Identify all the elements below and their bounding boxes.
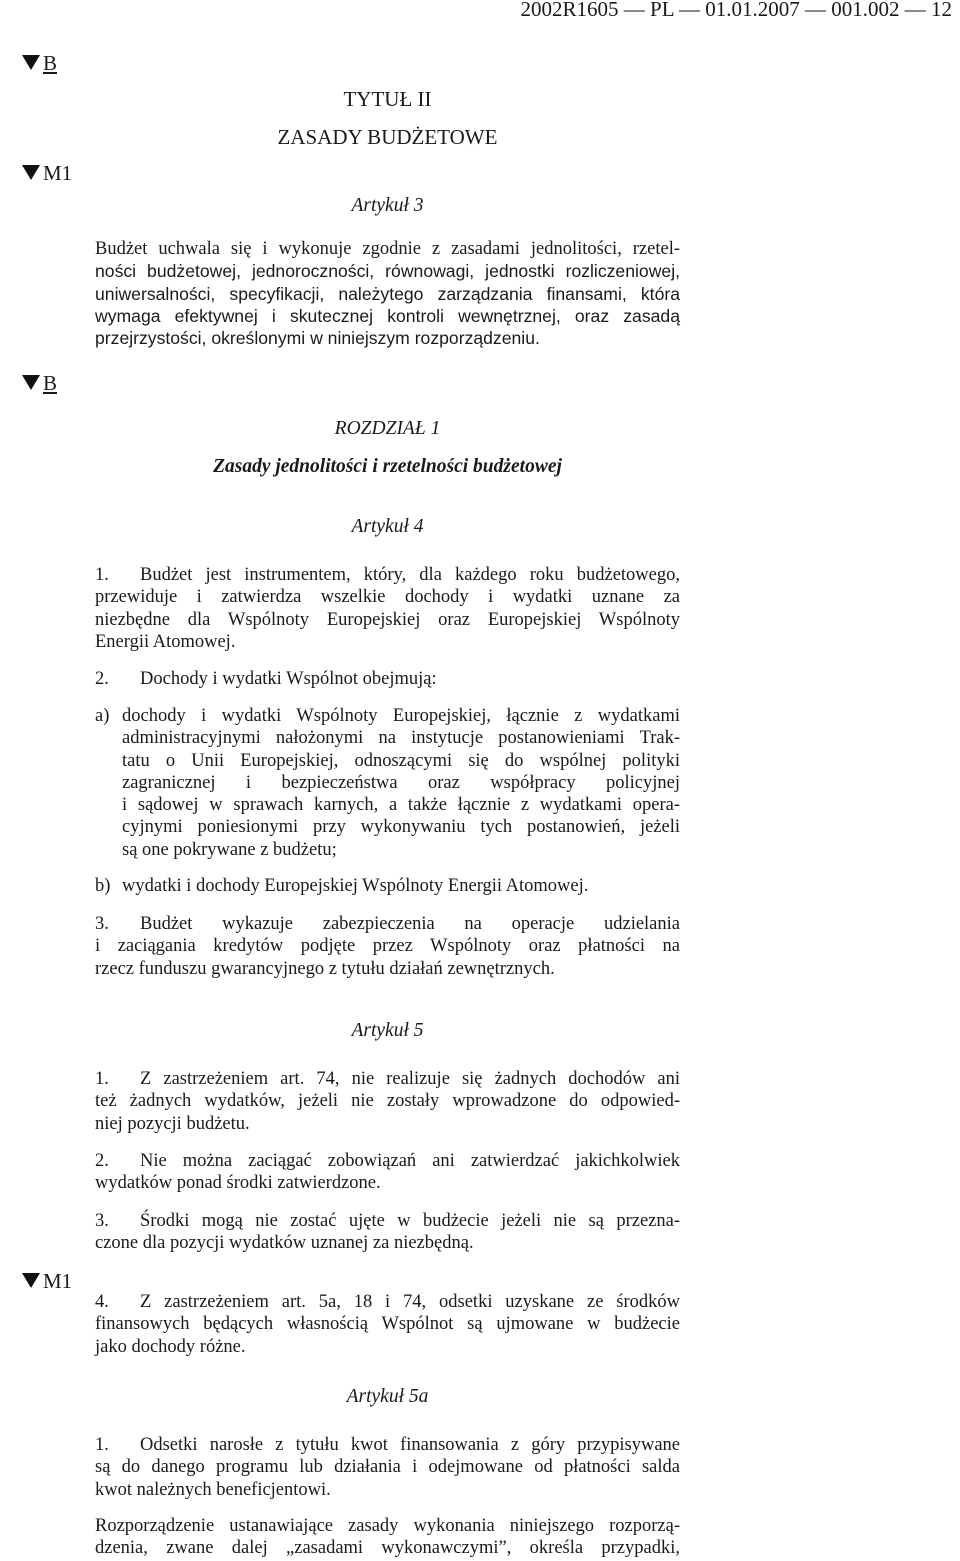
article-5a-paragraph-2: Rozporządzenie ustanawiające zasady wykonania niniejszego rozporzą- dzenia, zwane dalej „zasadami wykonawczymi”, określa przypadki, bbox=[95, 1516, 680, 1559]
marker-m1: M1 bbox=[22, 1269, 72, 1293]
triangle-down-icon bbox=[22, 55, 40, 70]
article-5-paragraph-2: 2. Nie można zaciągać zobowiązań ani zatwierdzać jakichkolwiek wydatków ponad środki zatwierdzone. bbox=[95, 1151, 680, 1194]
marker-b: B bbox=[22, 371, 57, 395]
article-4-paragraph-3: 3. Budżet wykazuje zabezpieczenia na operacje udzielania i zaciągania kredytów podjęte przez Wspólnoty oraz płatności na rzecz funduszu gwarancyjnego z tytułu działań zewnętrznych. bbox=[95, 914, 680, 979]
title-number: TYTUŁ II bbox=[343, 87, 432, 111]
marker-b: B bbox=[22, 51, 57, 75]
triangle-down-icon bbox=[22, 165, 40, 180]
article-4-item-a: a) dochody i wydatki Wspólnoty Europejskiej, łącznie z wydatkami administracyjnymi nałożonymi na instytucje postanowieniami Trak- tatu o Unii Europejskiej, odnoszącymi się do wspólnej polityki zagranicznej i bezpieczeństwa oraz współpracy policyjnej i sądowej w sprawach karnych, a także łącznie z wydatkami opera- cyjnymi poniesionymi przy wykonywaniu tych postanowień, jeżeli są one pokrywane z budżetu; bbox=[95, 706, 680, 860]
article-5a-paragraph-1: 1. Odsetki narosłe z tytułu kwot finansowania z góry przypisywane są do danego programu lub działania i odejmowane od płatności salda kwot należnych beneficjentowi. bbox=[95, 1435, 680, 1500]
article-4-paragraph-1: 1. Budżet jest instrumentem, który, dla każdego roku budżetowego, przewiduje i zatwierdza wszelkie dochody i wydatki uznane za niezbędne dla Wspólnoty Europejskiej oraz Europejskiej Wspólnoty Energii Atomowej. bbox=[95, 565, 680, 652]
marker-m1: M1 bbox=[22, 161, 72, 185]
article-4-item-b: b) wydatki i dochody Europejskiej Wspólnoty Energii Atomowej. bbox=[95, 876, 589, 896]
article-3-heading: Artykuł 3 bbox=[351, 195, 424, 216]
article-4-paragraph-2: 2. Dochody i wydatki Wspólnot obejmują: bbox=[95, 669, 437, 689]
article-3-text: Budżet uchwala się i wykonuje zgodnie z zasadami jednolitości, rzetel- ności budżetowej, jednoroczności, równowagi, jednostki rozliczeniowej, uniwersalności, specyfikacji, należytego zarządzania finansami, która wymaga efektywnej i skutecznej kontroli wewnętrznej, oraz zasadą przejrzystości, określonymi w niniejszym rozporządzeniu. bbox=[95, 239, 680, 349]
triangle-down-icon bbox=[22, 375, 40, 390]
article-5-paragraph-1: 1. Z zastrzeżeniem art. 74, nie realizuje się żadnych dochodów ani też żadnych wydatków, jeżeli nie zostały wprowadzone do odpowied- niej pozycji budżetu. bbox=[95, 1069, 680, 1134]
chapter-title: Zasady jednolitości i rzetelności budżetowej bbox=[213, 456, 562, 477]
article-5-paragraph-4: 4. Z zastrzeżeniem art. 5a, 18 i 74, odsetki uzyskane ze środków finansowych będących własnością Wspólnot są ujmowane w budżecie jako dochody różne. bbox=[95, 1292, 680, 1357]
document-reference: 2002R1605 — PL — 01.01.2007 — 001.002 — 12 bbox=[520, 0, 952, 21]
article-5a-heading: Artykuł 5a bbox=[346, 1386, 429, 1407]
running-header bbox=[0, 0, 960, 24]
chapter-heading: ROZDZIAŁ 1 bbox=[334, 418, 441, 439]
article-4-heading: Artykuł 4 bbox=[351, 516, 424, 537]
title-name: ZASADY BUDŻETOWE bbox=[277, 125, 498, 149]
article-5-paragraph-3: 3. Środki mogą nie zostać ujęte w budżecie jeżeli nie są przezna- czone dla pozycji wydatków uznanej za niezbędną. bbox=[95, 1211, 680, 1254]
triangle-down-icon bbox=[22, 1273, 40, 1288]
article-5-heading: Artykuł 5 bbox=[351, 1020, 424, 1041]
